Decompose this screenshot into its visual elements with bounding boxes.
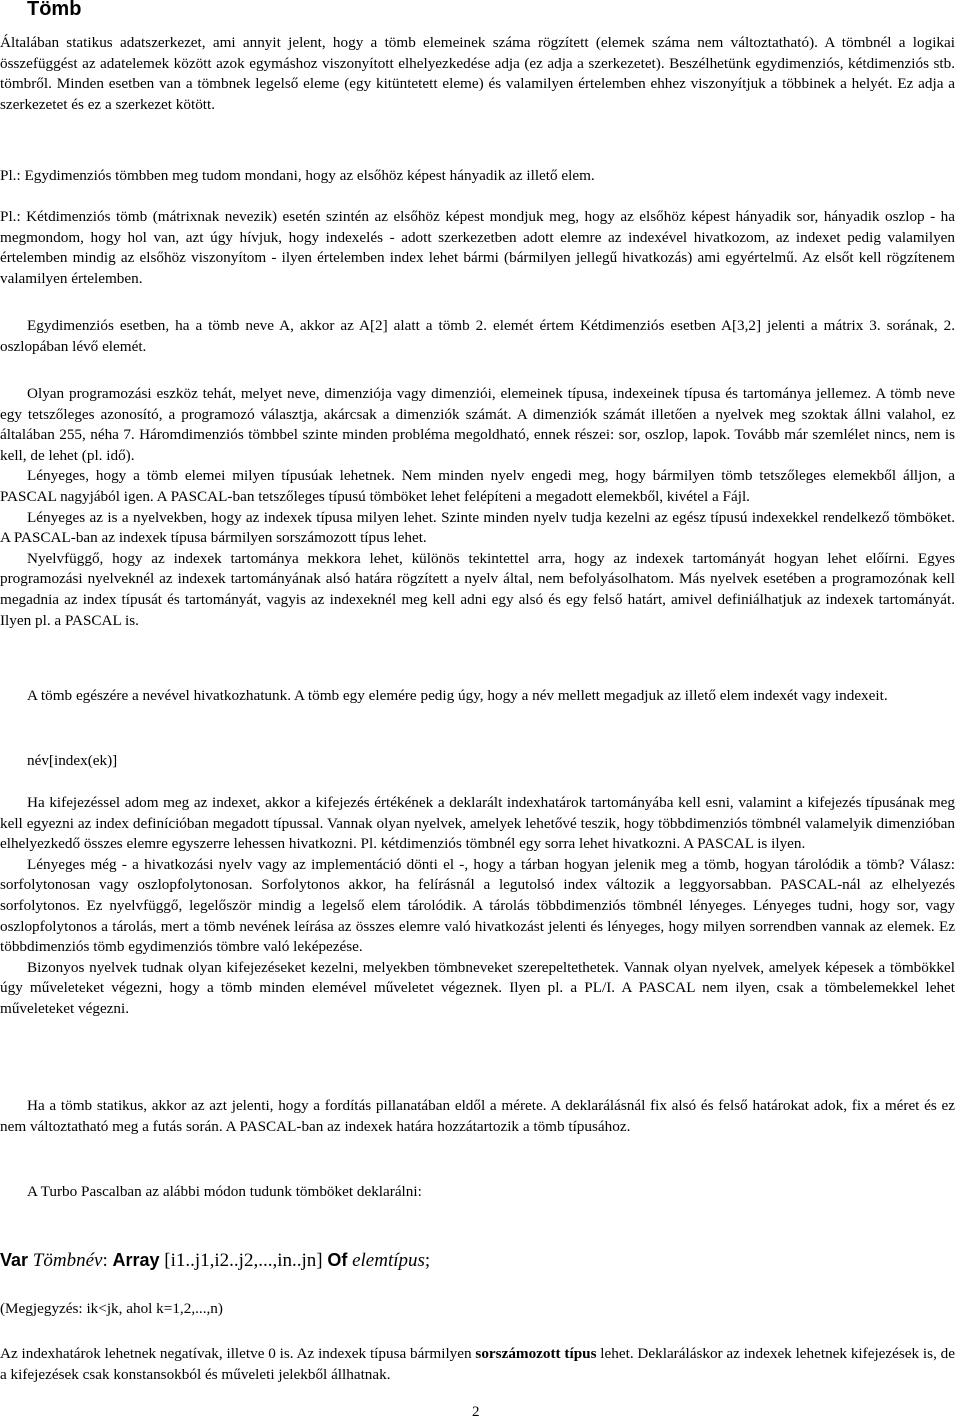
- text-indexing-example: Egydimenziós esetben, ha a tömb neve A, akkor az A[2] alatt a tömb 2. elemét értem Kétdimenziós esetben A[3,2] jelenti a mátrix 3. sorának, 2. oszlopában lévő elemét.: [0, 317, 955, 355]
- page-number: 2: [472, 1404, 480, 1420]
- text-bounds-part1: Az indexhatárok lehetnek negatívak, illetve 0 is. Az indexek típusa bármilyen: [0, 1345, 476, 1362]
- text-syntax: név[index(ek)]: [27, 752, 118, 769]
- decl-elemtype: elemtípus: [352, 1250, 425, 1271]
- paragraph-turbo-pascal: [0, 1182, 955, 1203]
- paragraph-reference: [0, 686, 955, 707]
- text-turbo-pascal: A Turbo Pascalban az alábbi módon tudunk tömböket deklarálni:: [27, 1183, 422, 1200]
- text-bounds-bold: sorszámozott típus: [475, 1345, 597, 1362]
- text-index-range: Nyelvfüggő, hogy az indexek tartománya mekkora lehet, különös tekintettel arra, hogy az indexek tartományát hogyan lehet előírni. Egyes programozási nyelveknél az indexek tartományának alsó határa rögzített a nyelv által, nem befolyásolhatom. Más nyelvek esetében a programozónak kell megadnia az index típusát és tartományát, vagyis az indexeknél meg kell adni egy alsó és egy felső határt, amivel definiálhatjuk az indexek tartományát. Ilyen pl. a PASCAL is.: [0, 549, 955, 629]
- keyword-array: Array: [112, 1250, 160, 1270]
- text-storage-order: Lényeges még - a hivatkozási nyelv vagy az implementáció dönti el -, hogy a tárban hogyan jelenik meg a tömb, hogyan tárolódik a tömb? Válasz: sorfolytonosan vagy oszlopfolytonosan. Sorfolytonos akkor, ha felírásnál a legutolsó index változik a leggyorsabban. PASCAL-nál az elhelyezés sorfolytonos. Ez nyelvfüggő, legelőször mindig a legelső elem tárolódik. A tárolás többdimenziós tömbnél lényeges. Lényeges tudni, hogy sor, vagy oszlopfolytonos a tárolás, mert a tömb nevének leírása az összes elemre való hivatkozást jelenti és lényeges, hogy milyen sorrendben vannak az elemek. Ez többdimenziós tömb egydimenziós tömbre való leképezése.: [0, 855, 955, 956]
- section-expressions-storage: [0, 793, 955, 1020]
- paragraph-syntax: [0, 751, 955, 772]
- page-title: Tömb: [27, 0, 82, 20]
- text-reference: A tömb egészére a nevével hivatkozhatunk. A tömb egy elemére pedig úgy, hogy a név mellett megadjuk az illető elem indexét vagy indexeit.: [27, 687, 888, 704]
- paragraph-intro: [0, 33, 955, 115]
- decl-colon: :: [102, 1250, 108, 1271]
- paragraph-indexing-example: [0, 316, 955, 357]
- paragraph-index-bounds: [0, 1344, 955, 1385]
- keyword-var: Var: [0, 1250, 29, 1270]
- declaration-syntax: [0, 1248, 955, 1273]
- decl-semicolon: ;: [424, 1250, 431, 1271]
- text-element-types: Lényeges, hogy a tömb elemei milyen típusúak lehetnek. Nem minden nyelv engedi meg, hogy bármilyen tömb tetszőleges elemekből álljon, a PASCAL nagyjából igen. A PASCAL-ban tetszőleges típusú tömböket lehet felépíteni a megadott elemekből, kivétel a Fájl.: [0, 467, 955, 505]
- text-index-types: Lényeges az is a nyelvekben, hogy az indexek típusa milyen lehet. Szinte minden nyelv tudja kezelni az egész típusú indexekkel rendelkező tömböket. A PASCAL-ban az indexek típusa bármilyen sorszámozott típus lehet.: [0, 508, 955, 547]
- text-note: (Megjegyzés: ik<jk, ahol k=1,2,...,n): [0, 1300, 223, 1317]
- text-example-2d: Pl.: Kétdimenziós tömb (mátrixnak nevezik) esetén szintén az elsőhöz képest mondjuk meg, hogy az elsőhöz képest hányadik sor, hányadik oszlop - ha megmondom, hogy hol van, azt úgy hívjuk, hogy indexelés - adott szerkezetben adott elemre az indexével hivatkozom, az indexet pedig valamilyen értelemben mindig az elsőhöz viszonyítom - ilyen értelemben index lehet bármi (bármilyen jellegű hivatkozás) ami egyértelmű. Az elsőt kell rögzítenem valamilyen értelemben.: [0, 208, 955, 287]
- decl-range: [i1..j1,i2..j2,...,in..jn]: [164, 1250, 323, 1271]
- section-array-properties: [0, 384, 955, 631]
- text-example-1d: Pl.: Egydimenziós tömbben meg tudom mondani, hogy az elsőhöz képest hányadik az illető elem.: [0, 167, 595, 184]
- text-array-operations: Bizonyos nyelvek tudnak olyan kifejezéseket kezelni, melyekben tömbneveket szerepeltethetek. Vannak olyan nyelvek, amelyek képesek a tömbökkel úgy műveleteket végezni, hogy a tömb minden elemével műveletet végeznek. Ilyen pl. a PL/I. A PASCAL nem ilyen, csak a tömbelemekkel lehet műveleteket végezni.: [0, 958, 955, 1017]
- paragraph-static: [0, 1096, 955, 1137]
- text-index-expression: Ha kifejezéssel adom meg az indexet, akkor a kifejezés értékének a deklarált indexhatárok tartományába kell esni, valamint a kifejezés típusának meg kell egyezni az index definícióban megadott típussal. Vannak olyan nyelvek, amelyek lehetővé teszik, hogy többdimenziós tömbnél valamelyik dimenzióban elhelyezkedő összes elemre egyszerre lehessen hivatkozni. Pl. kétdimenziós tömbnél egy sorra lehet hivatkozni. A PASCAL is ilyen.: [0, 794, 955, 853]
- text-intro: Általában statikus adatszerkezet, ami annyit jelent, hogy a tömb elemeinek száma rögzített (elemek száma nem változtatható). A tömbnél a logikai összefüggést az adatelemek között azok egymáshoz viszonyított elhelyezkedése adja (ez adja a szerkezetet). Beszélhetünk egydimenziós, kétdimenziós stb. tömbről. Minden esetben van a tömbnek legelső eleme (egy kitüntetett eleme) és valamilyen értelemben ehhez viszonyítjuk a többinek a helyét. Ez adja a szerkezetet és ez a szerkezet kötött.: [0, 34, 955, 113]
- text-properties: Olyan programozási eszköz tehát, melyet neve, dimenziója vagy dimenziói, elemeinek típusa, indexeinek típusa és tartománya jellemez. A tömb neve egy tetszőleges azonosító, a programozó választja, akárcsak a dimenziók számát. A dimenziók számát illetően a nyelvek meg szoktak állni valahol, ez általában 255, néha 7. Háromdimenziós tömbbel szinte minden probléma megoldható, ennek részei: sor, oszlop, lapok. Tovább már szemlélet nincs, nem is kell, de lehet (pl. idő).: [0, 385, 955, 464]
- text-static: Ha a tömb statikus, akkor az azt jelenti, hogy a fordítás pillanatában eldől a mérete. A deklarálásnál fix alsó és felső határokat adok, fix a méret és ez nem változtatható meg a futás során. A PASCAL-ban az indexek határa hozzátartozik a tömb típusához.: [0, 1097, 955, 1135]
- text-bounds-part2: lehet. Deklaráláskor az indexek lehetnek kifejezések is, de a kifejezések csak konstansokból és műveleti jelekből állhatnak.: [0, 1345, 956, 1383]
- keyword-of: Of: [327, 1250, 348, 1270]
- paragraph-example-2d: [0, 207, 955, 289]
- decl-name: Tömbnév: [32, 1250, 103, 1271]
- text-index-bounds: [0, 1344, 955, 1385]
- paragraph-example-1d: [0, 166, 955, 187]
- paragraph-note: [0, 1299, 955, 1320]
